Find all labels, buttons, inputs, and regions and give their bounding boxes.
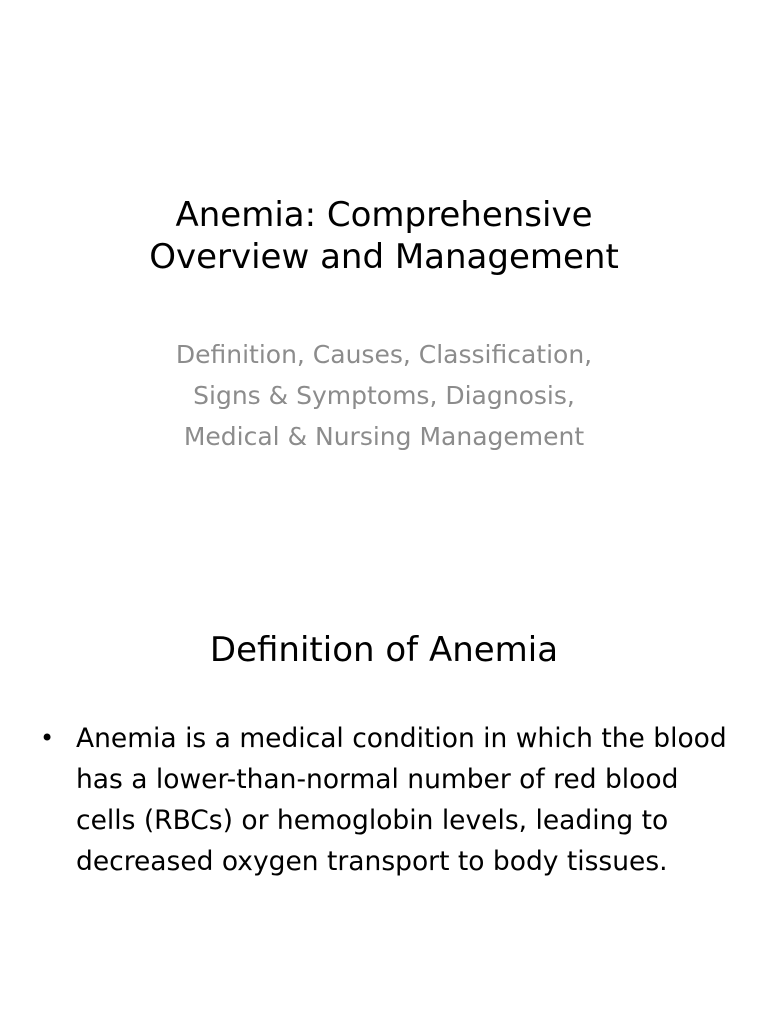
definition-slide [0,512,768,1024]
bullet-list [40,718,740,882]
title-line: Anemia: Comprehensive [175,195,593,235]
bullet-marker: • [40,724,55,752]
subtitle-line: Signs & Symptoms, Diagnosis, [193,381,575,410]
bullet-text: Anemia is a medical condition in which the blood has a lower-than-normal number of red blood cells (RBCs) or hemoglobin levels, leading to decreased oxygen transport to body tissues. [76,723,727,877]
subtitle-line: Definition, Causes, Classification, [175,340,593,369]
presentation-title [40,194,728,278]
subtitle-line: Medical & Nursing Management [183,422,585,451]
presentation-subtitle [40,334,728,457]
slide-title: Definition of Anemia [209,630,559,670]
title-line: Overview and Management [149,237,619,277]
bullet-item [40,718,740,882]
